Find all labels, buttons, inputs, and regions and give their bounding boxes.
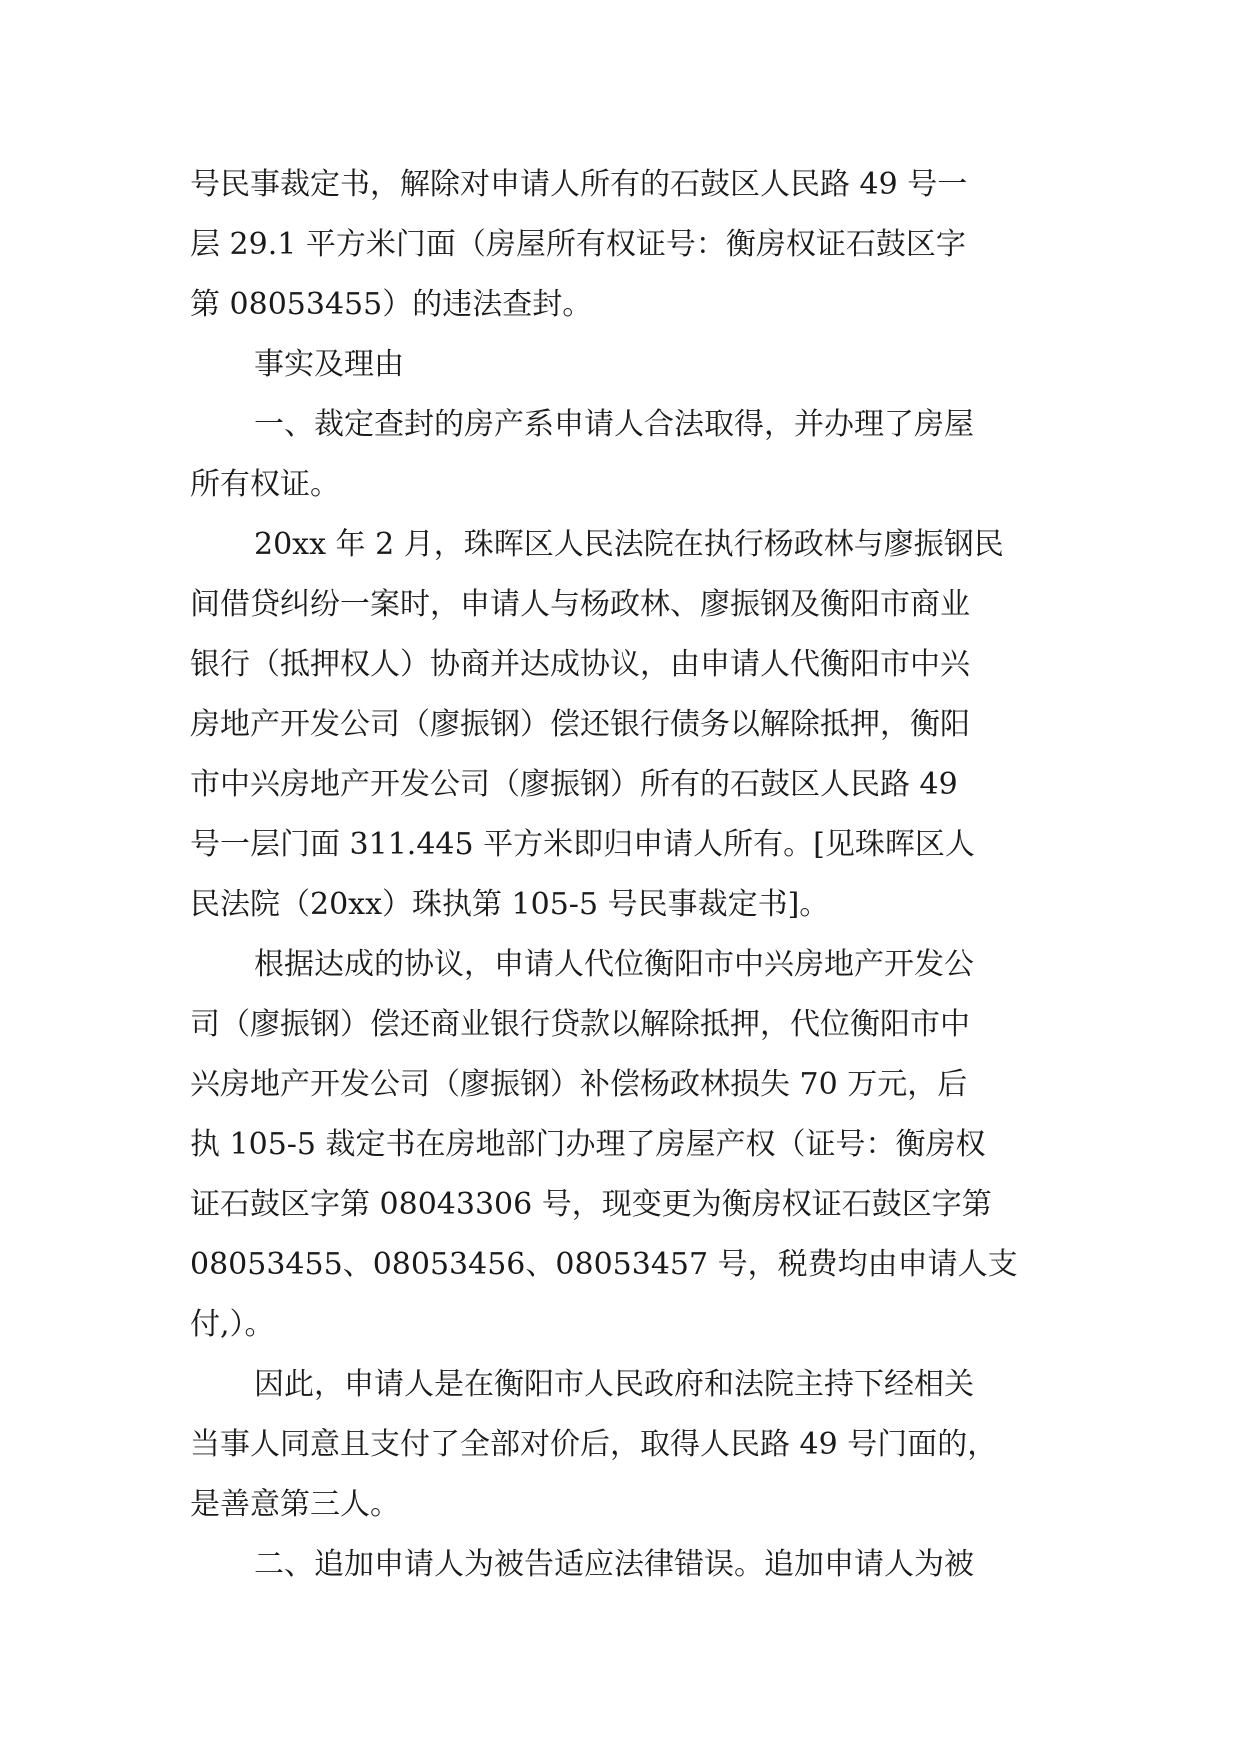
text-line: 是善意第三人。: [190, 1487, 400, 1522]
text-line: 司（廖振钢）偿还商业银行贷款以解除抵押，代位衡阳市中: [190, 1007, 970, 1042]
text-line: 付,）。: [190, 1307, 275, 1342]
text-line: 银行（抵押权人）协商并达成协议，由申请人代衡阳市中兴: [190, 647, 970, 682]
paragraph-point-two: [190, 1535, 1050, 1595]
text-line: 08053455、08053456、08053457 号，税费均由申请人支: [190, 1247, 1018, 1282]
text-line: 事实及理由: [254, 347, 404, 382]
text-line: 所有权证。: [190, 467, 340, 502]
paragraph-point-one: [190, 395, 1050, 515]
text-line: 二、追加申请人为被告适应法律错误。追加申请人为被: [254, 1547, 974, 1582]
text-line: 20xx 年 2 月，珠晖区人民法院在执行杨政林与廖振钢民: [254, 527, 1004, 562]
text-line: 兴房地产开发公司（廖振钢）补偿杨政林损失 70 万元，后: [190, 1067, 968, 1102]
text-line: 当事人同意且支付了全部对价后，取得人民路 49 号门面的，: [190, 1427, 998, 1462]
text-line: 民法院（20xx）珠执第 105-5 号民事裁定书]。: [190, 887, 830, 922]
section-heading-facts-reasons: [190, 335, 1050, 395]
text-line: 房地产开发公司（廖振钢）偿还银行债务以解除抵押，衡阳: [190, 707, 970, 742]
text-line: 号一层门面 311.445 平方米即归申请人所有。[见珠晖区人: [190, 827, 975, 862]
text-line: 因此，申请人是在衡阳市人民政府和法院主持下经相关: [254, 1367, 974, 1402]
paragraph-agreement: [190, 935, 1050, 1355]
paragraph-ruling-request: [190, 155, 1050, 335]
paragraph-background: [190, 515, 1050, 935]
text-line: 间借贷纠纷一案时，申请人与杨政林、廖振钢及衡阳市商业: [190, 587, 970, 622]
text-line: 执 105-5 裁定书在房地部门办理了房屋产权（证号：衡房权: [190, 1127, 986, 1162]
text-line: 根据达成的协议，申请人代位衡阳市中兴房地产开发公: [254, 947, 974, 982]
text-line: 证石鼓区字第 08043306 号，现变更为衡房权证石鼓区字第: [190, 1187, 992, 1222]
text-line: 一、裁定查封的房产系申请人合法取得，并办理了房屋: [254, 407, 974, 442]
text-line: 层 29.1 平方米门面（房屋所有权证号：衡房权证石鼓区字: [190, 227, 966, 262]
document-body: [190, 155, 1050, 1595]
text-line: 第 08053455）的违法查封。: [190, 287, 593, 322]
paragraph-conclusion: [190, 1355, 1050, 1535]
text-line: 号民事裁定书，解除对申请人所有的石鼓区人民路 49 号一: [190, 167, 968, 202]
text-line: 市中兴房地产开发公司（廖振钢）所有的石鼓区人民路 49: [190, 767, 958, 802]
